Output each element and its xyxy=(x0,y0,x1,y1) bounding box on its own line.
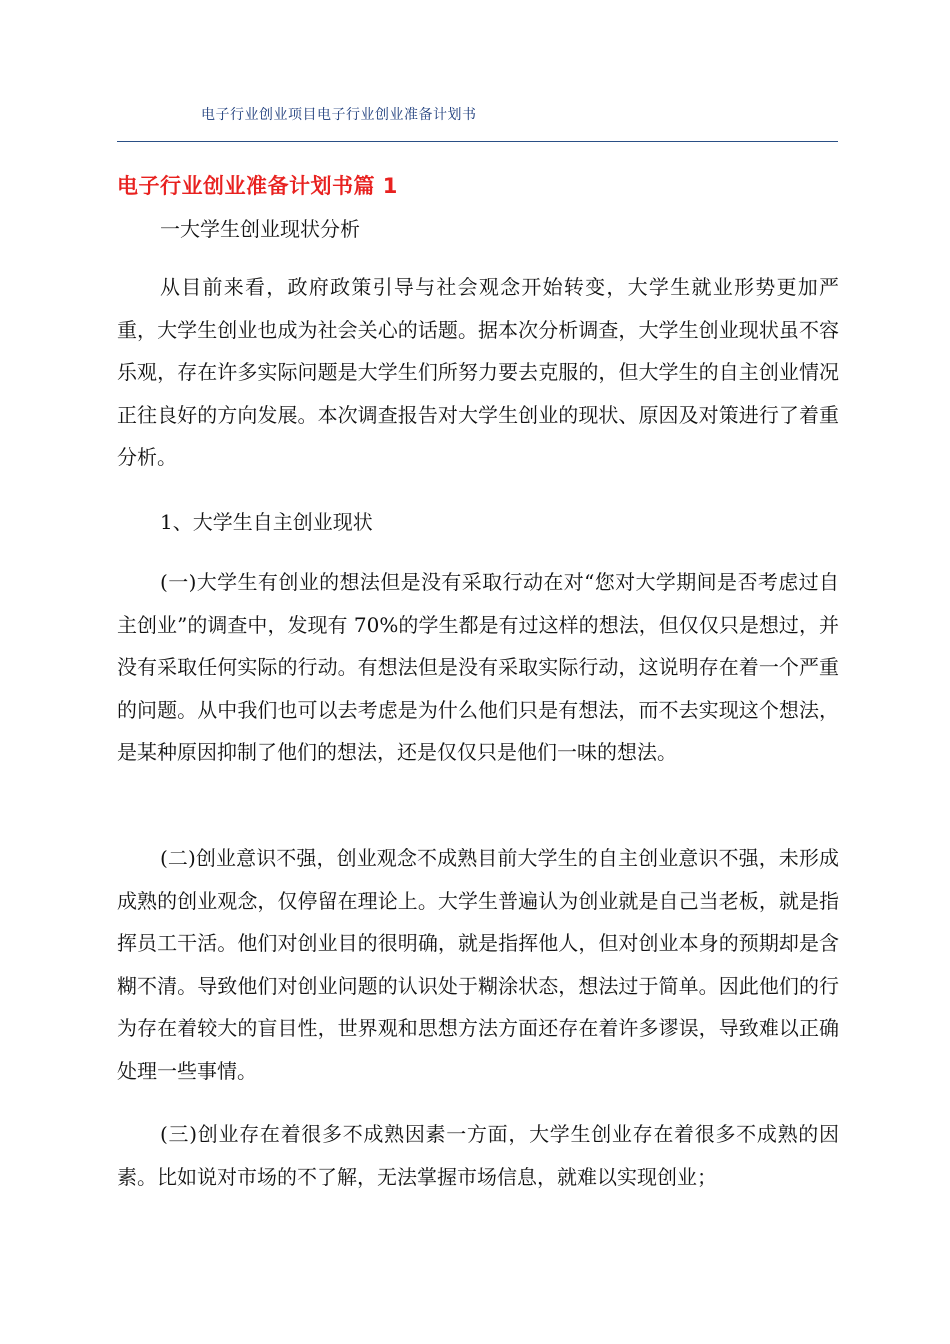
document-title: 电子行业创业准备计划书篇 1 xyxy=(117,174,398,198)
paragraph-2: (一)大学生有创业的想法但是没有采取行动在对“您对大学期间是否考虑过自主创业”的调查中，发现有 70%的学生都是有过这样的想法，但仅仅只是想过，并没有采取任何实际的行动。有想法但是没有采取实际行动，这说明存在着一个严重的问题。从中我们也可以去考虑是为什么他们只是有想法，而不去实现这个想法，是某种原因抑制了他们的想法，还是仅仅只是他们一味的想法。 xyxy=(117,570,839,764)
paragraph-3: (二)创业意识不强，创业观念不成熟目前大学生的自主创业意识不强，未形成成熟的创业观念，仅停留在理论上。大学生普遍认为创业就是自己当老板，就是指挥员工干活。他们对创业目的很明确，就是指挥他人，但对创业本身的预期却是含糊不清。导致他们对创业问题的认识处于糊涂状态，想法过于简单。因此他们的行为存在着较大的盲目性，世界观和思想方法方面还存在着许多谬误，导致难以正确处理一些事情。 xyxy=(117,846,839,1083)
section-heading: 一大学生创业现状分析 xyxy=(160,217,360,241)
header-divider xyxy=(117,141,838,142)
sub-heading: 1、大学生自主创业现状 xyxy=(160,510,373,534)
paragraph-4: (三)创业存在着很多不成熟因素一方面，大学生创业存在着很多不成熟的因素。比如说对市场的不了解，无法掌握市场信息，就难以实现创业； xyxy=(117,1122,839,1189)
paragraph-1: 从目前来看，政府政策引导与社会观念开始转变，大学生就业形势更加严重，大学生创业也成为社会关心的话题。据本次分析调查，大学生创业现状虽不容乐观，存在许多实际问题是大学生们所努力要去克服的，但大学生的自主创业情况正往良好的方向发展。本次调查报告对大学生创业的现状、原因及对策进行了着重分析。 xyxy=(117,275,839,469)
running-header: 电子行业创业项目电子行业创业准备计划书 xyxy=(201,107,477,123)
